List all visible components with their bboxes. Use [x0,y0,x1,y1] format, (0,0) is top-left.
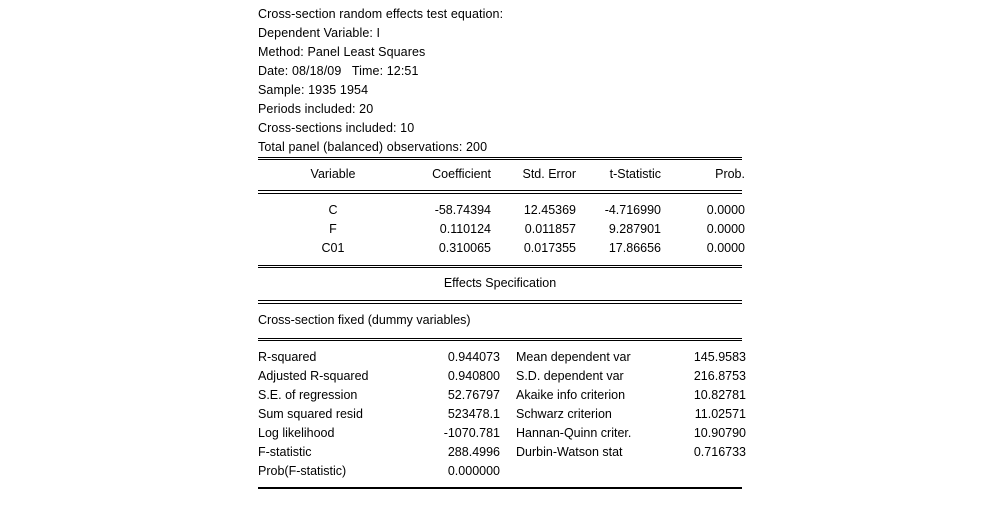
stats-row [258,386,746,405]
stats-row [258,405,746,424]
stats-label-left: Adjusted R-squared [258,368,369,383]
stats-label-left: Log likelihood [258,425,335,440]
stats-value-left: -1070.781 [443,425,500,440]
header-line: Method: Panel Least Squares [258,45,426,59]
stats-label-right: Mean dependent var [516,349,631,364]
header-line: Periods included: 20 [258,102,374,116]
stats-row [258,348,746,367]
header-line: Total panel (balanced) observations: 200 [258,140,488,154]
cell-variable: C [328,202,338,217]
stats-gap [504,367,516,386]
table-row [258,220,745,239]
header-line: Dependent Variable: I [258,26,381,40]
stats-value-right: 216.8753 [693,368,746,383]
cell-t-statistic: 9.287901 [608,221,661,236]
summary-statistics [258,341,746,487]
cell-prob: 0.0000 [706,202,745,217]
cell-t-statistic: -4.716990 [604,202,661,217]
cell-std-error: 0.011857 [524,221,576,236]
effects-specification-title: Effects Specification [443,276,557,291]
cell-prob: 0.0000 [706,221,745,236]
cell-coefficient: 0.310065 [438,240,491,255]
stats-value-left: 52.76797 [447,387,500,402]
cell-variable: C01 [321,240,345,255]
stats-label-right: Hannan-Quinn criter. [516,425,632,440]
stats-value-right: 10.90790 [693,425,746,440]
stats-value-right [663,462,746,481]
stats-label-left: Sum squared resid [258,406,363,421]
column-header-prob: Prob. [715,167,745,182]
effects-specification-body: Cross-section fixed (dummy variables) [258,312,471,327]
stats-label-right: S.D. dependent var [516,368,624,383]
stats-label-right [516,462,663,481]
coefficient-table [258,160,745,190]
header-line: Cross-sections included: 10 [258,121,415,135]
stats-row [258,424,746,443]
stats-gap [504,348,516,367]
stats-label-left: S.E. of regression [258,387,358,402]
stats-label-left: F-statistic [258,444,312,459]
stats-value-right: 11.02571 [694,406,746,421]
stats-label-right: Durbin-Watson stat [516,444,623,459]
cell-t-statistic: 17.86656 [608,240,661,255]
stats-label-right: Akaike info criterion [516,387,626,402]
cell-std-error: 12.45369 [523,202,576,217]
stats-label-left: Prob(F-statistic) [258,463,347,478]
stats-row [258,462,746,481]
summary-statistics-table [258,348,746,481]
table-row [258,239,745,265]
header-line: Sample: 1935 1954 [258,83,369,97]
header-line: Cross-section random effects test equation: [258,7,504,21]
stats-gap [504,443,516,462]
stats-value-right: 0.716733 [693,444,746,459]
stats-value-left: 0.944073 [447,349,500,364]
column-header-coefficient: Coefficient [432,167,491,182]
stats-label-right: Schwarz criterion [516,406,612,421]
output-header [258,0,742,157]
table-header-row [258,160,745,190]
cell-coefficient: -58.74394 [434,202,491,217]
cell-prob: 0.0000 [706,240,745,255]
stats-gap [504,405,516,424]
column-header-std-error: Std. Error [522,167,576,182]
cell-variable: F [329,221,337,236]
column-header-t-statistic: t-Statistic [609,167,661,182]
coefficient-table-body [258,194,745,265]
stats-value-right: 145.9583 [693,349,746,364]
stats-value-left: 288.4996 [447,444,500,459]
cell-coefficient: 0.110124 [439,221,491,236]
stats-row [258,443,746,462]
table-row [258,194,745,220]
stats-row [258,367,746,386]
stats-value-left: 0.000000 [447,463,500,478]
regression-output [258,0,746,489]
stats-value-left: 0.940800 [447,368,500,383]
table-bottom-rule [258,487,742,489]
cell-std-error: 0.017355 [523,240,576,255]
stats-label-left: R-squared [258,349,317,364]
header-line: Date: 08/18/09 Time: 12:51 [258,64,419,78]
stats-value-left: 523478.1 [447,406,500,421]
stats-value-right: 10.82781 [693,387,746,402]
stats-gap [504,386,516,405]
stats-gap [504,424,516,443]
column-header-variable: Variable [310,167,356,182]
stats-gap [504,462,516,481]
